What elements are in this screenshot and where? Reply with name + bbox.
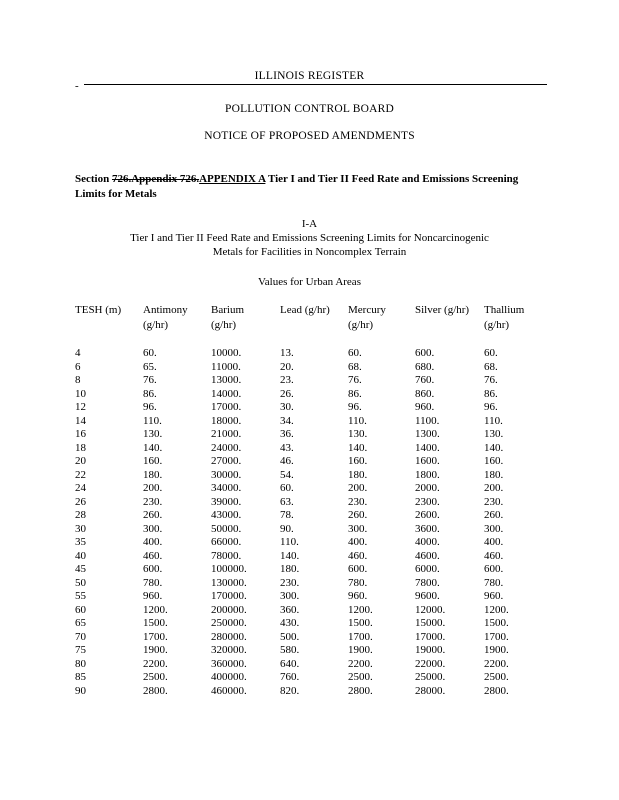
cell-thallium: 2800. <box>484 684 509 697</box>
cell-mercury: 68. <box>348 360 362 373</box>
cell-tesh: 50 <box>75 576 86 589</box>
cell-thallium: 780. <box>484 576 504 589</box>
section-appendix-label: APPENDIX A <box>199 173 266 185</box>
table-row <box>0 455 619 469</box>
table-row <box>0 361 619 375</box>
cell-silver: 600. <box>415 347 435 359</box>
section-heading <box>75 172 545 202</box>
cell-thallium: 230. <box>484 495 504 508</box>
cell-thallium: 86. <box>484 387 498 400</box>
cell-mercury: 76. <box>348 374 362 386</box>
column-header-line2: (g/hr) <box>484 319 510 331</box>
cell-antimony: 460. <box>143 549 163 562</box>
cell-thallium: 1700. <box>484 630 509 643</box>
board-title: POLLUTION CONTROL BOARD <box>224 103 394 115</box>
table-row <box>0 685 619 699</box>
cell-silver: 9600. <box>415 590 440 602</box>
table-row <box>0 482 619 496</box>
cell-barium: 10000. <box>211 347 242 359</box>
cell-barium: 250000. <box>211 617 247 629</box>
cell-silver: 6000. <box>415 563 440 575</box>
cell-silver: 1100. <box>415 414 440 427</box>
cell-thallium: 180. <box>484 468 504 481</box>
cell-lead: 140. <box>280 549 300 562</box>
cell-lead: 60. <box>280 482 294 494</box>
column-header-line1: TESH (m) <box>75 304 122 316</box>
cell-antimony: 2500. <box>143 671 168 683</box>
table-row <box>0 563 619 577</box>
cell-mercury: 1900. <box>348 644 373 656</box>
cell-lead: 43. <box>280 441 294 454</box>
cell-barium: 43000. <box>211 509 242 521</box>
cell-barium: 360000. <box>211 657 247 670</box>
cell-mercury: 230. <box>348 495 368 508</box>
cell-lead: 30. <box>280 401 294 413</box>
cell-tesh: 22 <box>75 468 86 481</box>
cell-antimony: 200. <box>143 482 163 494</box>
cell-tesh: 12 <box>75 401 86 413</box>
notice-title: NOTICE OF PROPOSED AMENDMENTS <box>204 130 415 142</box>
cell-silver: 12000. <box>415 603 446 616</box>
cell-barium: 11000. <box>211 360 241 373</box>
cell-antimony: 65. <box>143 360 157 373</box>
cell-barium: 14000. <box>211 387 242 400</box>
cell-tesh: 35 <box>75 536 86 548</box>
cell-silver: 7800. <box>415 576 440 589</box>
column-header-mercury <box>348 303 386 333</box>
column-header-line1: Lead (g/hr) <box>280 304 330 316</box>
cell-antimony: 130. <box>143 428 163 440</box>
cell-tesh: 4 <box>75 347 81 359</box>
cell-thallium: 140. <box>484 441 504 454</box>
table-row <box>0 523 619 537</box>
cell-antimony: 60. <box>143 347 157 359</box>
cell-mercury: 96. <box>348 401 362 413</box>
cell-thallium: 460. <box>484 549 504 562</box>
register-title: ILLINOIS REGISTER <box>254 70 365 82</box>
cell-mercury: 300. <box>348 522 368 535</box>
column-header-antimony <box>143 303 188 333</box>
cell-mercury: 260. <box>348 509 368 521</box>
table-row <box>0 469 619 483</box>
cell-thallium: 2500. <box>484 671 509 683</box>
cell-silver: 1400. <box>415 441 440 454</box>
cell-silver: 17000. <box>415 630 446 643</box>
cell-barium: 130000. <box>211 576 247 589</box>
cell-thallium: 68. <box>484 360 498 373</box>
cell-silver: 960. <box>415 401 435 413</box>
cell-barium: 18000. <box>211 414 242 427</box>
column-header-line2: (g/hr) <box>348 319 374 331</box>
table-row <box>0 590 619 604</box>
cell-thallium: 1900. <box>484 644 509 656</box>
cell-antimony: 160. <box>143 455 163 467</box>
table-row <box>0 617 619 631</box>
cell-tesh: 65 <box>75 617 86 629</box>
cell-tesh: 45 <box>75 563 86 575</box>
cell-antimony: 1900. <box>143 644 168 656</box>
cell-lead: 54. <box>280 468 294 481</box>
table-row <box>0 442 619 456</box>
cell-mercury: 2200. <box>348 657 373 670</box>
cell-lead: 500. <box>280 630 300 643</box>
cell-tesh: 20 <box>75 455 86 467</box>
column-header-thallium <box>484 303 524 333</box>
table-id: I-A <box>301 218 318 230</box>
cell-tesh: 75 <box>75 644 86 656</box>
cell-barium: 400000. <box>211 671 247 683</box>
table-row <box>0 550 619 564</box>
cell-lead: 90. <box>280 522 294 535</box>
cell-silver: 2600. <box>415 509 440 521</box>
table-row <box>0 374 619 388</box>
section-prefix: Section <box>75 173 110 185</box>
cell-lead: 430. <box>280 617 300 629</box>
cell-silver: 4600. <box>415 549 440 562</box>
cell-mercury: 180. <box>348 468 368 481</box>
cell-antimony: 76. <box>143 374 157 386</box>
cell-mercury: 130. <box>348 428 368 440</box>
cell-lead: 820. <box>280 684 300 697</box>
cell-lead: 34. <box>280 414 294 427</box>
cell-barium: 34000. <box>211 482 242 494</box>
cell-lead: 180. <box>280 563 300 575</box>
cell-mercury: 1200. <box>348 603 373 616</box>
cell-mercury: 2800. <box>348 684 373 697</box>
cell-silver: 4000. <box>415 536 440 548</box>
cell-tesh: 28 <box>75 509 86 521</box>
cell-antimony: 1500. <box>143 617 168 629</box>
cell-thallium: 960. <box>484 590 504 602</box>
table-title-line2: Metals for Facilities in Noncomplex Terrain <box>212 246 407 258</box>
cell-mercury: 200. <box>348 482 368 494</box>
cell-antimony: 600. <box>143 563 163 575</box>
cell-antimony: 300. <box>143 522 163 535</box>
cell-lead: 230. <box>280 576 300 589</box>
cell-tesh: 30 <box>75 522 86 535</box>
cell-lead: 26. <box>280 387 294 400</box>
cell-antimony: 400. <box>143 536 163 548</box>
table-row <box>0 428 619 442</box>
cell-mercury: 1500. <box>348 617 373 629</box>
cell-mercury: 110. <box>348 414 367 427</box>
cell-thallium: 60. <box>484 347 498 359</box>
table-row <box>0 644 619 658</box>
cell-silver: 15000. <box>415 617 446 629</box>
cell-barium: 100000. <box>211 563 247 575</box>
cell-mercury: 960. <box>348 590 368 602</box>
column-header-line1: Antimony <box>143 304 188 316</box>
cell-tesh: 60 <box>75 603 86 616</box>
cell-barium: 66000. <box>211 536 242 548</box>
cell-thallium: 110. <box>484 414 503 427</box>
table-row <box>0 577 619 591</box>
cell-silver: 860. <box>415 387 435 400</box>
header-dash: - <box>75 80 79 92</box>
cell-barium: 460000. <box>211 684 247 697</box>
cell-lead: 78. <box>280 509 294 521</box>
column-header-line1: Silver (g/hr) <box>415 304 470 316</box>
cell-antimony: 1700. <box>143 630 168 643</box>
table-row <box>0 536 619 550</box>
cell-barium: 320000. <box>211 644 247 656</box>
cell-lead: 36. <box>280 428 294 440</box>
cell-tesh: 10 <box>75 387 86 400</box>
cell-mercury: 600. <box>348 563 368 575</box>
section-title: Tier I and Tier II Feed Rate and Emissions Screening Limits for Metals <box>75 173 519 200</box>
cell-antimony: 110. <box>143 414 162 427</box>
cell-mercury: 140. <box>348 441 368 454</box>
table-subtitle: Values for Urban Areas <box>258 276 361 288</box>
cell-lead: 640. <box>280 657 300 670</box>
table-title-line1: Tier I and Tier II Feed Rate and Emissions Screening Limits for Noncarcinogenic <box>130 232 489 244</box>
column-header-line2: (g/hr) <box>143 319 169 331</box>
column-header-line1: Mercury <box>348 304 386 316</box>
cell-barium: 27000. <box>211 455 242 467</box>
cell-barium: 21000. <box>211 428 242 440</box>
table-row <box>0 496 619 510</box>
cell-barium: 17000. <box>211 401 242 413</box>
cell-silver: 760. <box>415 374 435 386</box>
column-header-line1: Thallium <box>484 304 525 316</box>
cell-barium: 39000. <box>211 495 242 508</box>
cell-lead: 360. <box>280 603 300 616</box>
table-row <box>0 631 619 645</box>
cell-antimony: 2200. <box>143 657 168 670</box>
table-row <box>0 347 619 361</box>
cell-thallium: 130. <box>484 428 504 440</box>
column-header-silver <box>415 303 469 318</box>
cell-silver: 25000. <box>415 671 446 683</box>
table-row <box>0 401 619 415</box>
cell-thallium: 200. <box>484 482 504 494</box>
cell-silver: 2300. <box>415 495 440 508</box>
table-row <box>0 509 619 523</box>
cell-antimony: 180. <box>143 468 163 481</box>
table-row <box>0 604 619 618</box>
cell-barium: 280000. <box>211 630 247 643</box>
cell-thallium: 2200. <box>484 657 509 670</box>
cell-thallium: 600. <box>484 563 504 575</box>
cell-silver: 1600. <box>415 455 440 467</box>
cell-antimony: 1200. <box>143 603 168 616</box>
column-header-line1: Barium <box>211 304 244 316</box>
cell-thallium: 96. <box>484 401 498 413</box>
cell-mercury: 400. <box>348 536 368 548</box>
cell-tesh: 14 <box>75 414 86 427</box>
cell-silver: 19000. <box>415 644 446 656</box>
cell-tesh: 85 <box>75 671 86 683</box>
cell-silver: 22000. <box>415 657 446 670</box>
cell-lead: 46. <box>280 455 294 467</box>
cell-mercury: 1700. <box>348 630 373 643</box>
cell-tesh: 24 <box>75 482 86 494</box>
cell-silver: 2000. <box>415 482 440 494</box>
cell-tesh: 18 <box>75 441 86 454</box>
table-body <box>0 347 619 698</box>
cell-antimony: 2800. <box>143 684 168 697</box>
cell-tesh: 8 <box>75 374 81 386</box>
cell-lead: 63. <box>280 495 294 508</box>
cell-barium: 24000. <box>211 441 242 454</box>
cell-tesh: 90 <box>75 684 86 697</box>
cell-lead: 23. <box>280 374 294 386</box>
cell-lead: 20. <box>280 360 294 373</box>
cell-lead: 760. <box>280 671 300 683</box>
cell-silver: 680. <box>415 360 435 373</box>
cell-thallium: 160. <box>484 455 504 467</box>
cell-lead: 13. <box>280 347 294 359</box>
cell-barium: 170000. <box>211 590 247 602</box>
cell-antimony: 96. <box>143 401 157 413</box>
cell-tesh: 26 <box>75 495 86 508</box>
cell-antimony: 140. <box>143 441 163 454</box>
cell-tesh: 80 <box>75 657 86 670</box>
cell-tesh: 70 <box>75 630 86 643</box>
cell-lead: 110. <box>280 536 299 548</box>
cell-thallium: 400. <box>484 536 504 548</box>
cell-barium: 50000. <box>211 522 242 535</box>
cell-mercury: 160. <box>348 455 368 467</box>
cell-thallium: 1500. <box>484 617 509 629</box>
cell-thallium: 260. <box>484 509 504 521</box>
cell-tesh: 16 <box>75 428 86 440</box>
cell-barium: 13000. <box>211 374 242 386</box>
cell-mercury: 2500. <box>348 671 373 683</box>
cell-tesh: 6 <box>75 360 81 373</box>
cell-lead: 300. <box>280 590 300 602</box>
cell-barium: 78000. <box>211 549 242 562</box>
cell-silver: 28000. <box>415 684 446 697</box>
cell-barium: 200000. <box>211 603 247 616</box>
column-header-tesh <box>75 303 121 318</box>
column-header-barium <box>211 303 244 333</box>
cell-silver: 3600. <box>415 522 440 535</box>
cell-silver: 1800. <box>415 468 440 481</box>
cell-tesh: 55 <box>75 590 86 602</box>
column-header-lead <box>280 303 330 318</box>
cell-lead: 580. <box>280 644 300 656</box>
cell-antimony: 86. <box>143 387 157 400</box>
cell-mercury: 60. <box>348 347 362 359</box>
cell-antimony: 780. <box>143 576 163 589</box>
section-deleted-text: 726.Appendix 726. <box>111 173 200 185</box>
cell-barium: 30000. <box>211 468 242 481</box>
table-row <box>0 671 619 685</box>
table-row <box>0 658 619 672</box>
cell-tesh: 40 <box>75 549 86 562</box>
table-row <box>0 388 619 402</box>
cell-antimony: 960. <box>143 590 163 602</box>
cell-thallium: 76. <box>484 374 498 386</box>
cell-mercury: 780. <box>348 576 368 589</box>
cell-thallium: 300. <box>484 522 504 535</box>
cell-thallium: 1200. <box>484 603 509 616</box>
cell-mercury: 86. <box>348 387 362 400</box>
cell-antimony: 260. <box>143 509 163 521</box>
column-header-line2: (g/hr) <box>211 319 237 331</box>
header-rule <box>84 84 547 85</box>
cell-mercury: 460. <box>348 549 368 562</box>
cell-silver: 1300. <box>415 428 440 440</box>
cell-antimony: 230. <box>143 495 163 508</box>
table-row <box>0 415 619 429</box>
